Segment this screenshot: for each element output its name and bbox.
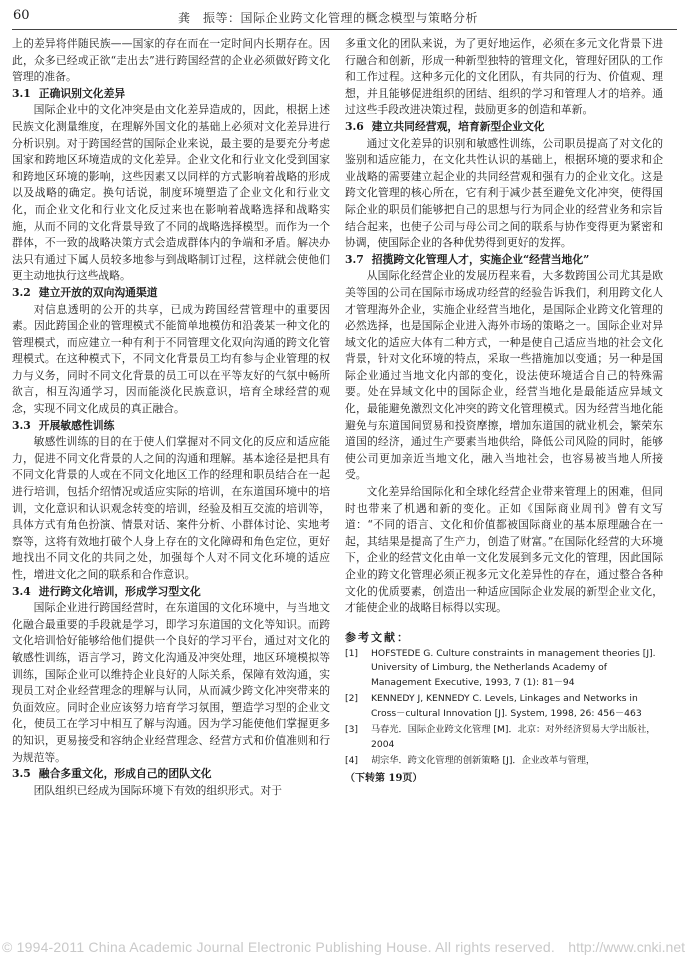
running-title: 龚 振等：国际企业跨文化管理的概念模型与策略分析 xyxy=(178,11,479,25)
paragraph: 国际企业进行跨国经营时，在东道国的文化环境中，与当地文化融合最重要的手段就是学习，即学习东道国的文化等知识。而跨文化培训恰好能够给他们提供一个良好的学习平台，通过对文化的敏感性训练，语言学习，跨文化沟通及冲突处理，地区环境模拟等训练，国际企业可以维持企业良好的人际关系，保障有效沟通，实现员工对企业经营理念的理解与认同，从而减少跨文化冲突带来的负面效应。同时企业应该努力培育学习氛围，塑造学习型的企业文化，使员工在学习中相互了解与沟通。因为学习能使他们掌握更多的知识，更易接受和容纳企业经营理念、经营方式和价值准则和行为规范等。 xyxy=(12,601,330,764)
left-column xyxy=(12,36,330,920)
header-rule xyxy=(12,29,677,30)
section-number: 3.6 xyxy=(345,119,364,133)
paragraph: 国际企业中的文化冲突是由文化差异造成的，因此，根据上述民族文化测量维度，在理解外国文化的基础上必须对文化差异进行分析识别。对于跨国经营的国际企业来说，最主要的是要充分考虑国家和跨地区环境造成的文化差异。企业文化和行业文化受到国家和跨地区环境的影响，这些因素又以同样的方式影响着战略的形成以及战略的确定。换句话说，制度环境塑造了企业文化和行业文化，而企业文化和行业文化反过来也在影响着战略选择和战略实施，从而不同的文化背景导致了不同的战略选择模型。而作为一个群体，不一致的战略决策方式会造成群体内的争端和矛盾。解决办法只有通过下属人员较多地参与到战略制订过程，这样就会使他们更主动地执行这些战略。 xyxy=(12,103,330,283)
section-heading-3-4 xyxy=(12,584,330,601)
section-title: 招揽跨文化管理人才，实施企业“经营当地化” xyxy=(371,252,590,266)
section-title: 建立开放的双向沟通渠道 xyxy=(38,285,158,299)
page-header xyxy=(0,0,689,40)
reference-number: [1] xyxy=(345,647,359,659)
paragraph: 通过文化差异的识别和敏感性训练，公司职员提高了对文化的鉴别和适应能力，在文化共性认识的基础上，根据环境的要求和企业战略的需要建立起企业的共同经营观和强有力的企业文化。这是跨文化管理的核心所在，它有利于减少甚至避免文化冲突，使得国际企业的职员们能够把自己的思想与行为同企业的经营业务和宗旨结合起来，也使子公司与母公司之间的联系与协作变得更为紧密和协调，使国际企业的各种优势得到更好的发挥。 xyxy=(345,136,663,250)
section-title: 开展敏感性训练 xyxy=(38,418,115,432)
section-number: 3.3 xyxy=(12,418,31,432)
section-number: 3.2 xyxy=(12,285,31,299)
reference-number: [4] xyxy=(345,755,359,767)
section-number: 3.1 xyxy=(12,86,31,100)
section-number: 3.5 xyxy=(12,767,31,781)
right-column xyxy=(345,36,663,920)
paragraph: 从国际化经营企业的发展历程来看，大多数跨国公司尤其是欧美等国的公司在国际市场成功经营的经验告诉我们，利用跨文化人才管理海外企业，实施企业经营当地化，是国际企业跨文化管理的必然选择，也是国际企业进入海外市场的策略之一。国际企业对异域文化的适应大体有二种方式，一种是使自己适应当地的社会文化背景，针对文化环境的特点，采取一些措施加以变通；另一种是国际企业通过当地文化内部的变化，设法使环境适合自己的特殊需要。处在异域文化中的国际企业，经营当地化是最能适应异域文化，最能避免激烈文化冲突的跨文化管理模式。因为经营当地化能避免与东道国间贸易和投资摩擦，增加东道国的就业机会，繁荣东道国的经济，通过生产要素当地供给，降低公司风险的同时，能够使公司更加亲近当地文化，融入当地社会，也容易被当地人所接受。 xyxy=(345,269,663,482)
reference-item xyxy=(345,754,663,769)
reference-list xyxy=(345,647,663,769)
reference-text: 马春光．国际企业跨文化管理 [M]．北京：对外经济贸易大学出版社，2004 xyxy=(371,724,656,750)
section-heading-3-6 xyxy=(345,119,663,136)
reference-number: [2] xyxy=(345,693,359,705)
page-number: 60 xyxy=(13,8,30,23)
page-footer xyxy=(0,925,689,979)
paragraph: 文化差异给国际化和全球化经营企业带来管理上的困难，但同时也带来了机遇和新的变化。正如《国际商业周刊》曾有文写道：“不同的语言、文化和价值都被国际商业的基本原理融合在一起，其结果是提高了生产力，创造了财富。”在国际化经营的大环境下，企业的经营文化由单一文化发展到多元文化的管理，因此国际企业的跨文化管理必须正视多元文化差异性的存在，通过整合各种文化的优质要素，创造出一种适应国际企业发展的新型企业文化，才能使企业的战略目标得以实现。 xyxy=(345,485,663,615)
paragraph: 多重文化的团队来说，为了更好地运作，必须在多元文化背景下进行融合和创新，形成一种新型独特的管理文化，管理好团队的工作和工作过程。这种多元化的文化团队，有共同的行为、价值观、理想，并且能够促进组织的团结、组织的学习和管理人才的培养。通过这些手段改进决策过程，鼓励更多的创造和革新。 xyxy=(345,37,663,117)
reference-item xyxy=(345,647,663,691)
paragraph: 对信息透明的公开的共享，已成为跨国经营管理中的重要因素。因此跨国企业的管理模式不能简单地模仿和沿袭某一种文化的管理模式，而应建立一种有利于不同管理文化双向沟通的跨文化管理模式。在这种模式下，不同文化背景员工均有参与企业管理的权力与义务，同时不同文化背景的员工可以在平等友好的气氛中畅所欲言，相互沟通学习，因而能淡化民族意识，培育全球经营的观念，实现不同文化成员的真正融合。 xyxy=(12,302,330,416)
section-title: 建立共同经营观，培育新型企业文化 xyxy=(371,119,545,133)
paragraph: 上的差异将伴随民族——国家的存在而在一定时间内长期存在。因此，众多已经或正欲“走出去”进行跨国经营的企业必须做好跨文化管理的准备。 xyxy=(12,37,330,84)
reference-text: 胡宗华．跨文化管理的创新策略 [J]．企业改革与管理， xyxy=(371,755,596,767)
paragraph: 团队组织已经成为国际环境下有效的组织形式。对于 xyxy=(33,783,282,797)
section-heading-3-7 xyxy=(345,252,663,269)
section-heading-3-3 xyxy=(12,418,330,435)
section-heading-3-2 xyxy=(12,285,330,302)
reference-text: HOFSTEDE G. Culture constraints in management theories [J]. University of Limburg, the Netherlands Academy of Management Executive, 1993, 7 (1): 81－94 xyxy=(371,647,656,688)
section-title: 进行跨文化培训，形成学习型文化 xyxy=(38,584,201,598)
copyright-watermark: © 1994-2011 China Academic Journal Electronic Publishing House. All rights reserved. xyxy=(2,939,555,955)
continued-notice: （下转第 19页） xyxy=(345,772,423,784)
section-title: 正确识别文化差异 xyxy=(38,86,126,100)
section-number: 3.7 xyxy=(345,252,364,266)
reference-text: KENNEDY J, KENNEDY C. Levels, Linkages and Networks in Cross－cultural Innovation [J]. System, 1998, 26: 456－463 xyxy=(371,693,642,719)
cnki-url: http://www.cnki.net xyxy=(568,939,685,955)
section-number: 3.4 xyxy=(12,584,31,598)
section-heading-3-5 xyxy=(12,766,330,783)
section-heading-3-1 xyxy=(12,86,330,103)
reference-item xyxy=(345,692,663,721)
section-title: 融合多重文化，形成自己的团队文化 xyxy=(38,767,212,781)
references-heading: 参考文献： xyxy=(345,630,410,644)
reference-number: [3] xyxy=(345,724,359,736)
paragraph: 敏感性训练的目的在于使人们掌握对不同文化的反应和适应能力，促进不同文化背景的人之间的沟通和理解。基本途径是把具有不同文化背景的人或在不同文化地区工作的经理和职员结合在一起进行培训，包括介绍情况或适应实际的培训，在东道国环境中的培训，文化意识和认识观念转变的培训，经验及相互交流的培训等，具体方式有角色扮演、情景对话、案件分析、小群体讨论、实地考察等，这将有效地打破个人身上存在的文化障碍和角色定位，更好地找出不同文化的共同之处，加强每个人对不同文化环境的适应性，增进文化之间的联系和合作意识。 xyxy=(12,435,330,581)
reference-item xyxy=(345,723,663,752)
